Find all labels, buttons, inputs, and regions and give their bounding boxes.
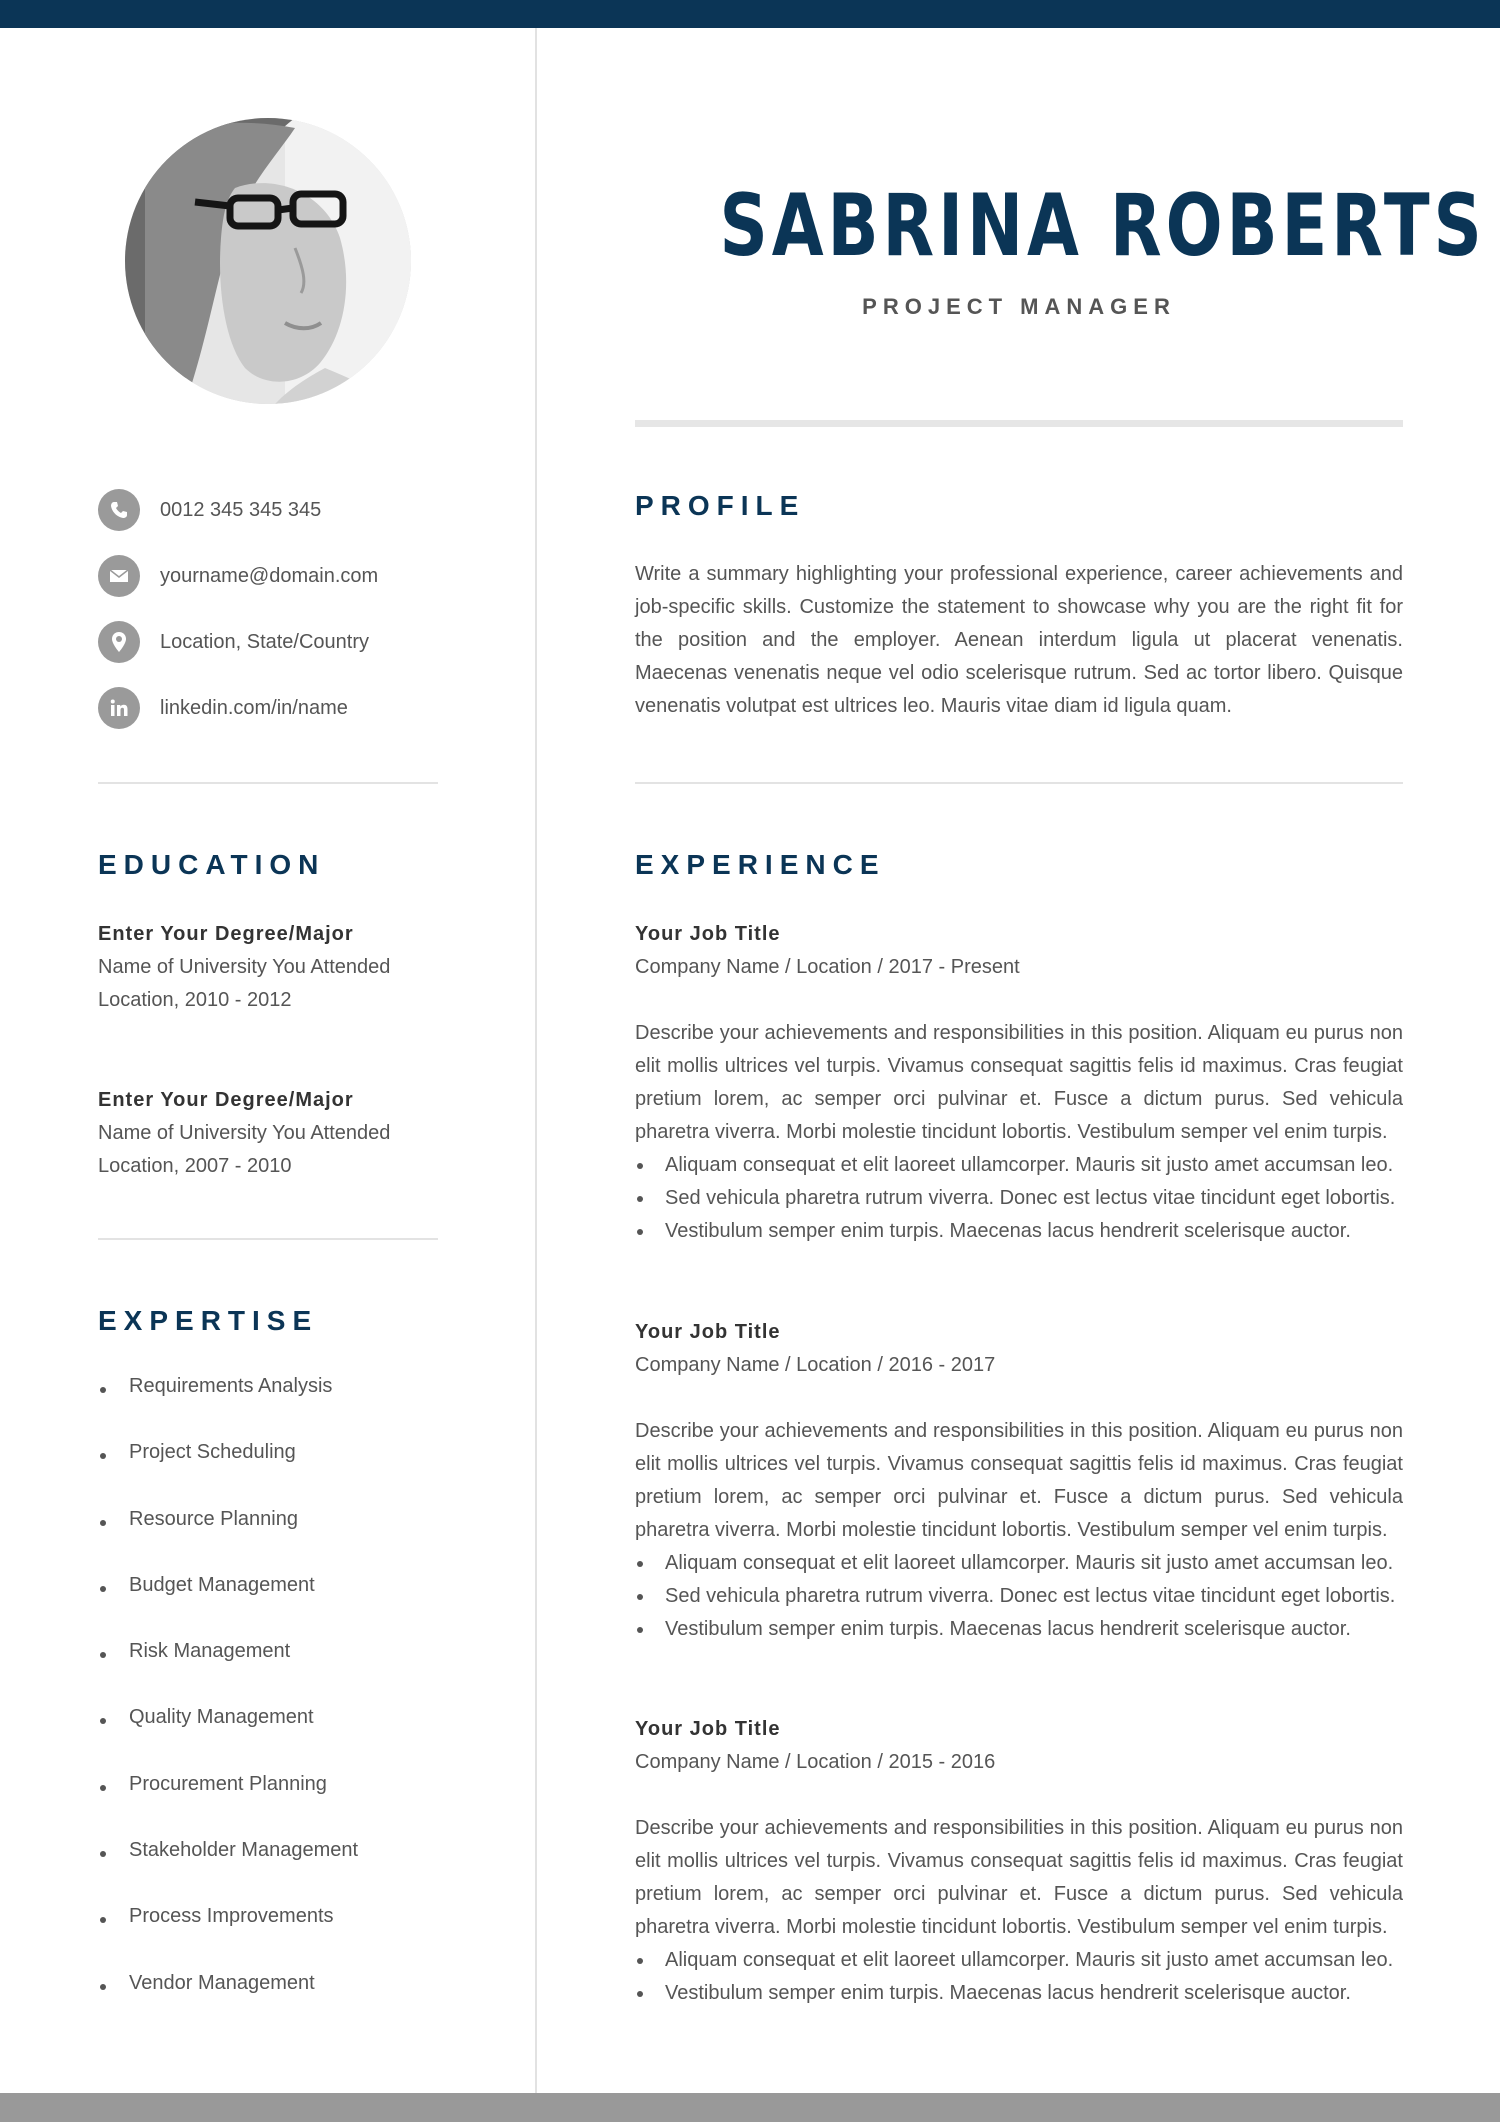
bullet-text: Aliquam consequat et elit laoreet ullamcorper. Mauris sit justo amet accumsan leo. xyxy=(665,1154,1394,1176)
list-item xyxy=(635,1547,1403,1580)
bullet-icon xyxy=(637,1196,643,1202)
skill-text: Stakeholder Management xyxy=(129,1839,359,1862)
list-item xyxy=(635,1977,1403,2010)
job-role-title: PROJECT MANAGER xyxy=(862,294,1176,319)
top-accent-bar xyxy=(0,0,1500,28)
degree: Enter Your Degree/Major xyxy=(98,923,354,945)
bullet-icon xyxy=(100,1387,106,1393)
education-detail: Location, 2010 - 2012 xyxy=(98,989,292,1011)
job-bullets xyxy=(635,1944,1403,2010)
job-bullets xyxy=(635,1149,1403,1248)
bullet-icon xyxy=(637,1958,643,1964)
bullet-text: Vestibulum semper enim turpis. Maecenas lacus hendrerit scelerisque auctor. xyxy=(665,1220,1351,1242)
bullet-icon xyxy=(100,1984,106,1990)
list-item xyxy=(98,1905,358,1971)
skill-text: Project Scheduling xyxy=(129,1441,296,1464)
profile-photo xyxy=(125,118,411,404)
list-item xyxy=(635,1580,1403,1613)
bullet-icon xyxy=(637,1561,643,1567)
list-item xyxy=(98,1773,358,1839)
job-title: Your Job Title xyxy=(635,1718,781,1740)
location-text: Location, State/Country xyxy=(160,630,370,653)
expertise-list xyxy=(98,1375,358,2038)
header-divider xyxy=(635,420,1403,427)
skill-text: Requirements Analysis xyxy=(129,1375,333,1397)
bullet-icon xyxy=(100,1520,106,1526)
education-detail: Location, 2007 - 2010 xyxy=(98,1155,292,1177)
skill-text: Risk Management xyxy=(129,1640,291,1663)
list-item xyxy=(98,1508,358,1574)
skill-text: Vendor Management xyxy=(129,1971,315,1994)
bottom-accent-bar xyxy=(0,2093,1500,2122)
university: Name of University You Attended xyxy=(98,956,391,978)
degree: Enter Your Degree/Major xyxy=(98,1089,354,1111)
bullet-icon xyxy=(100,1718,106,1724)
left-divider-2 xyxy=(98,1238,438,1240)
job-company: Company Name / Location / 2017 - Present xyxy=(635,956,1020,978)
location-icon xyxy=(98,621,140,663)
skill-text: Resource Planning xyxy=(129,1507,298,1530)
job-bullets xyxy=(635,1547,1403,1646)
bullet-icon xyxy=(100,1586,106,1592)
bullet-icon xyxy=(100,1917,106,1923)
portrait-illustration xyxy=(125,118,411,404)
left-divider-1 xyxy=(98,782,438,784)
contact-phone xyxy=(98,489,321,531)
bullet-text: Sed vehicula pharetra rutrum viverra. Donec est lectus vitae tincidunt eget lobortis. xyxy=(665,1187,1396,1209)
list-item xyxy=(98,1574,358,1640)
list-item xyxy=(98,1706,358,1772)
list-item xyxy=(98,1640,358,1706)
bullet-text: Vestibulum semper enim turpis. Maecenas lacus hendrerit scelerisque auctor. xyxy=(665,1618,1351,1640)
list-item xyxy=(635,1149,1403,1182)
list-item xyxy=(635,1613,1403,1646)
contact-location xyxy=(98,621,369,663)
expertise-heading: EXPERTISE xyxy=(98,1305,319,1336)
job-title: Your Job Title xyxy=(635,923,781,945)
job-title: Your Job Title xyxy=(635,1321,781,1343)
bullet-icon xyxy=(100,1851,106,1857)
bullet-icon xyxy=(637,1229,643,1235)
bullet-icon xyxy=(100,1652,106,1658)
job-description: Describe your achievements and responsibilities in this position. Aliquam eu purus non elit mollis ultrices vel turpis. Vivamus consequat sagittis felis id maximus. Cras feugiat pretium lorem, ac semper orci pulvinar et. Fusce a dictum purus. Sed vehicula pharetra viverra. Morbi molestie tincidunt lobortis. Vestibulum semper vel enim turpis. xyxy=(635,1420,1403,1541)
bullet-text: Aliquam consequat et elit laoreet ullamcorper. Mauris sit justo amet accumsan leo. xyxy=(665,1552,1394,1574)
job-company: Company Name / Location / 2016 - 2017 xyxy=(635,1354,996,1376)
education-item xyxy=(98,1084,438,1183)
bullet-text: Aliquam consequat et elit laoreet ullamcorper. Mauris sit justo amet accumsan leo. xyxy=(665,1949,1394,1971)
bullet-text: Sed vehicula pharetra rutrum viverra. Donec est lectus vitae tincidunt eget lobortis. xyxy=(665,1585,1396,1607)
skill-text: Procurement Planning xyxy=(129,1772,327,1795)
job-entry xyxy=(635,1713,1403,2010)
experience-heading: EXPERIENCE xyxy=(635,849,886,880)
email-text: yourname@domain.com xyxy=(160,564,379,587)
list-item xyxy=(635,1182,1403,1215)
phone-text: 0012 345 345 345 xyxy=(160,498,322,521)
list-item xyxy=(98,1375,358,1441)
contact-linkedin xyxy=(98,687,348,729)
job-description: Describe your achievements and responsibilities in this position. Aliquam eu purus non elit mollis ultrices vel turpis. Vivamus consequat sagittis felis id maximus. Cras feugiat pretium lorem, ac semper orci pulvinar et. Fusce a dictum purus. Sed vehicula pharetra viverra. Morbi molestie tincidunt lobortis. Vestibulum semper vel enim turpis. xyxy=(635,1022,1403,1143)
skill-text: Quality Management xyxy=(129,1706,314,1729)
job-entry xyxy=(635,1316,1403,1646)
list-item xyxy=(635,1215,1403,1248)
right-divider xyxy=(635,782,1403,784)
profile-summary: Write a summary highlighting your professional experience, career achievements and job-specific skills. Customize the statement to showcase why you are the right fit for the position and the employer. Aenean interdum ligula ut placerat venenatis. Maecenas venenatis neque vel odio scelerisque rutrum. Sed ac tortor libero. Quisque venenatis volutpat est ultrices leo. Mauris vitae diam id ligula quam. xyxy=(635,563,1403,717)
phone-icon xyxy=(98,489,140,531)
list-item xyxy=(635,1944,1403,1977)
bullet-icon xyxy=(100,1785,106,1791)
column-divider xyxy=(535,28,537,2093)
job-description: Describe your achievements and responsibilities in this position. Aliquam eu purus non elit mollis ultrices vel turpis. Vivamus consequat sagittis felis id maximus. Cras feugiat pretium lorem, ac semper orci pulvinar et. Fusce a dictum purus. Sed vehicula pharetra viverra. Morbi molestie tincidunt lobortis. Vestibulum semper vel enim turpis. xyxy=(635,1817,1403,1938)
list-item xyxy=(98,1839,358,1905)
university: Name of University You Attended xyxy=(98,1122,391,1144)
candidate-name: SABRINA ROBERTS xyxy=(719,176,1486,276)
education-heading: EDUCATION xyxy=(98,849,326,880)
profile-heading: PROFILE xyxy=(635,490,806,521)
skill-text: Process Improvements xyxy=(129,1905,334,1928)
contact-email xyxy=(98,555,378,597)
job-company: Company Name / Location / 2015 - 2016 xyxy=(635,1751,996,1773)
job-entry xyxy=(635,918,1403,1248)
bullet-icon xyxy=(637,1163,643,1169)
bullet-icon xyxy=(100,1453,106,1459)
linkedin-text: linkedin.com/in/name xyxy=(160,696,348,719)
bullet-icon xyxy=(637,1991,643,1997)
list-item xyxy=(98,1972,358,2038)
skill-text: Budget Management xyxy=(129,1573,315,1596)
list-item xyxy=(98,1441,358,1507)
linkedin-icon xyxy=(98,687,140,729)
education-item xyxy=(98,918,438,1017)
bullet-text: Vestibulum semper enim turpis. Maecenas lacus hendrerit scelerisque auctor. xyxy=(665,1982,1351,2004)
bullet-icon xyxy=(637,1627,643,1633)
bullet-icon xyxy=(637,1594,643,1600)
email-icon xyxy=(98,555,140,597)
